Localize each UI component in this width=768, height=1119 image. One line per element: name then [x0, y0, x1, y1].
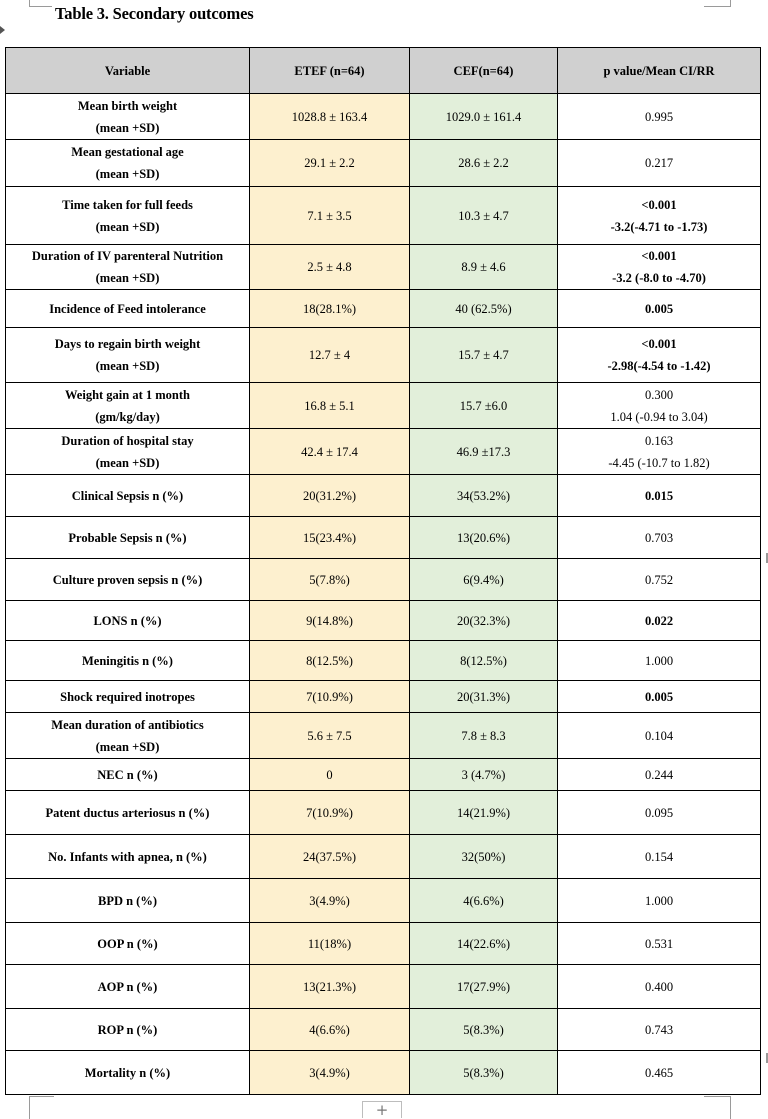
cef-cell: 8(12.5%)	[410, 641, 558, 681]
variable-cell	[6, 429, 250, 475]
p-value-cell	[558, 290, 761, 328]
cef-cell: 20(31.3%)	[410, 681, 558, 713]
variable-line: Mean duration of antibiotics	[51, 717, 204, 732]
p-value-line: <0.001	[641, 337, 677, 351]
p-value-cell	[558, 517, 761, 559]
etef-cell: 5(7.8%)	[250, 559, 410, 601]
table-row	[6, 965, 761, 1009]
variable-cell	[6, 383, 250, 429]
p-value-cell	[558, 559, 761, 601]
variable-line: Time taken for full feeds	[62, 197, 193, 212]
p-value-line: 0.095	[644, 805, 674, 820]
variable-cell	[6, 759, 250, 791]
p-value-cell	[558, 328, 761, 383]
etef-cell: 2.5 ± 4.8	[250, 245, 410, 290]
etef-cell: 0	[250, 759, 410, 791]
table-title: Table 3. Secondary outcomes	[55, 4, 254, 23]
variable-line: Culture proven sepsis n (%)	[52, 572, 203, 587]
p-value-cell	[558, 759, 761, 791]
table-row	[6, 601, 761, 641]
header-p-value: p value/Mean CI/RR	[558, 48, 761, 94]
variable-line: Mean gestational age	[71, 145, 184, 159]
p-value-cell	[558, 835, 761, 879]
variable-cell	[6, 328, 250, 383]
variable-line: (mean +SD)	[95, 120, 160, 135]
variable-line: Patent ductus arteriosus n (%)	[45, 805, 210, 820]
etef-cell: 3(4.9%)	[250, 1051, 410, 1095]
variable-cell	[6, 559, 250, 601]
table-row	[6, 759, 761, 791]
variable-line: (mean +SD)	[95, 739, 160, 754]
variable-line: Days to regain birth weight	[54, 337, 201, 351]
cef-cell: 5(8.3%)	[410, 1009, 558, 1051]
variable-line: Duration of IV parenteral Nutrition	[31, 249, 224, 263]
p-value-line: 0.300	[644, 387, 674, 402]
variable-cell	[6, 517, 250, 559]
variable-line: AOP n (%)	[97, 979, 158, 994]
p-value-cell	[558, 923, 761, 965]
p-value-cell	[558, 879, 761, 923]
p-value-cell	[558, 601, 761, 641]
etef-cell: 7.1 ± 3.5	[250, 187, 410, 245]
p-value-cell	[558, 1009, 761, 1051]
page-corner-mark-bottom-left	[29, 1096, 54, 1119]
variable-cell	[6, 681, 250, 713]
etef-cell: 7(10.9%)	[250, 791, 410, 835]
cef-cell: 10.3 ± 4.7	[410, 187, 558, 245]
variable-cell	[6, 713, 250, 759]
variable-line: Mortality n (%)	[84, 1065, 171, 1080]
p-value-line: <0.001	[641, 249, 677, 263]
p-value-line: 1.000	[644, 653, 674, 668]
cef-cell: 1029.0 ± 161.4	[410, 94, 558, 140]
p-value-line: 0.465	[644, 1065, 674, 1080]
etef-cell: 3(4.9%)	[250, 879, 410, 923]
variable-cell	[6, 140, 250, 187]
cef-cell: 40 (62.5%)	[410, 290, 558, 328]
variable-line: NEC n (%)	[97, 767, 158, 782]
p-value-line: 0.005	[644, 301, 674, 316]
variable-cell	[6, 601, 250, 641]
table-body	[6, 94, 761, 1095]
variable-line: No. Infants with apnea, n (%)	[48, 849, 207, 864]
etef-cell: 42.4 ± 17.4	[250, 429, 410, 475]
variable-line: (mean +SD)	[95, 455, 160, 470]
etef-cell: 1028.8 ± 163.4	[250, 94, 410, 140]
p-value-cell	[558, 383, 761, 429]
p-value-line: 0.104	[644, 728, 674, 743]
p-value-line: 0.217	[644, 156, 674, 170]
cef-cell: 20(32.3%)	[410, 601, 558, 641]
table-row	[6, 681, 761, 713]
variable-line: ROP n (%)	[97, 1022, 158, 1037]
p-value-cell	[558, 1051, 761, 1095]
p-value-cell	[558, 475, 761, 517]
page-corner-mark-top-right	[704, 0, 731, 7]
etef-cell: 29.1 ± 2.2	[250, 140, 410, 187]
variable-line: BPD n (%)	[97, 893, 158, 908]
cef-cell: 8.9 ± 4.6	[410, 245, 558, 290]
variable-cell	[6, 94, 250, 140]
variable-line: (mean +SD)	[95, 359, 160, 373]
table-row	[6, 1051, 761, 1095]
table-row	[6, 641, 761, 681]
p-value-line: 0.244	[644, 767, 674, 782]
variable-line: (mean +SD)	[95, 271, 160, 285]
table-row	[6, 835, 761, 879]
variable-line: LONS n (%)	[93, 613, 162, 628]
variable-line: Weight gain at 1 month	[64, 387, 190, 402]
p-value-cell	[558, 245, 761, 290]
table-row	[6, 429, 761, 475]
table-row	[6, 475, 761, 517]
etef-cell: 11(18%)	[250, 923, 410, 965]
table-row	[6, 517, 761, 559]
cef-cell: 15.7 ± 4.7	[410, 328, 558, 383]
p-value-line: -3.2(-4.71 to -1.73)	[610, 219, 708, 234]
p-value-line: 0.531	[644, 936, 674, 951]
variable-cell	[6, 1009, 250, 1051]
page-corner-mark-bottom-right	[704, 1096, 731, 1119]
p-value-line: 0.703	[644, 530, 674, 545]
cef-cell: 46.9 ±17.3	[410, 429, 558, 475]
p-value-line: 0.154	[644, 849, 674, 864]
variable-line: Mean birth weight	[77, 98, 178, 113]
p-value-line: -3.2 (-8.0 to -4.70)	[612, 271, 706, 285]
table-row	[6, 559, 761, 601]
p-value-line: 0.743	[644, 1022, 674, 1037]
variable-line: Probable Sepsis n (%)	[68, 530, 187, 545]
p-value-cell	[558, 94, 761, 140]
variable-line: Incidence of Feed intolerance	[49, 301, 206, 316]
etef-cell: 4(6.6%)	[250, 1009, 410, 1051]
cef-cell: 28.6 ± 2.2	[410, 140, 558, 187]
variable-cell	[6, 923, 250, 965]
cef-cell: 17(27.9%)	[410, 965, 558, 1009]
table-move-handle-icon[interactable]	[0, 26, 5, 34]
variable-line: Clinical Sepsis n (%)	[71, 488, 184, 503]
page-corner-mark-top-left	[29, 0, 52, 7]
table-row	[6, 328, 761, 383]
etef-cell: 18(28.1%)	[250, 290, 410, 328]
p-value-cell	[558, 429, 761, 475]
etef-cell: 8(12.5%)	[250, 641, 410, 681]
table-row	[6, 383, 761, 429]
p-value-line: 0.022	[644, 613, 674, 628]
cef-cell: 32(50%)	[410, 835, 558, 879]
cef-cell: 34(53.2%)	[410, 475, 558, 517]
variable-cell	[6, 879, 250, 923]
etef-cell: 13(21.3%)	[250, 965, 410, 1009]
variable-cell	[6, 245, 250, 290]
secondary-outcomes-table	[5, 47, 761, 1095]
etef-cell: 5.6 ± 7.5	[250, 713, 410, 759]
variable-line: (mean +SD)	[95, 167, 160, 181]
p-value-line: -2.98(-4.54 to -1.42)	[607, 359, 711, 373]
cef-cell: 14(22.6%)	[410, 923, 558, 965]
variable-line: Duration of hospital stay	[61, 433, 194, 448]
variable-cell	[6, 641, 250, 681]
etef-cell: 20(31.2%)	[250, 475, 410, 517]
variable-line: Shock required inotropes	[60, 689, 195, 704]
cef-cell: 7.8 ± 8.3	[410, 713, 558, 759]
cef-cell: 15.7 ±6.0	[410, 383, 558, 429]
p-value-cell	[558, 187, 761, 245]
p-value-cell	[558, 641, 761, 681]
cef-cell: 6(9.4%)	[410, 559, 558, 601]
variable-cell	[6, 187, 250, 245]
p-value-line: 0.015	[644, 488, 674, 503]
variable-line: OOP n (%)	[97, 936, 158, 951]
table-row	[6, 140, 761, 187]
p-value-line: 0.400	[644, 979, 674, 994]
etef-cell: 15(23.4%)	[250, 517, 410, 559]
cef-cell: 4(6.6%)	[410, 879, 558, 923]
variable-cell	[6, 290, 250, 328]
p-value-line: -4.45 (-10.7 to 1.82)	[608, 455, 710, 470]
variable-line: (mean +SD)	[95, 219, 160, 234]
table-row	[6, 245, 761, 290]
variable-cell	[6, 965, 250, 1009]
p-value-cell	[558, 965, 761, 1009]
table-row	[6, 791, 761, 835]
etef-cell: 7(10.9%)	[250, 681, 410, 713]
p-value-line: 0.163	[644, 433, 674, 448]
etef-cell: 24(37.5%)	[250, 835, 410, 879]
header-variable: Variable	[6, 48, 250, 94]
header-etef: ETEF (n=64)	[250, 48, 410, 94]
cef-cell: 5(8.3%)	[410, 1051, 558, 1095]
p-value-line: 1.04 (-0.94 to 3.04)	[610, 409, 708, 424]
cef-cell: 3 (4.7%)	[410, 759, 558, 791]
variable-cell	[6, 835, 250, 879]
add-row-button[interactable]: +	[362, 1101, 402, 1118]
etef-cell: 16.8 ± 5.1	[250, 383, 410, 429]
table-header-row	[6, 48, 761, 94]
p-value-line: 1.000	[644, 893, 674, 908]
table-row	[6, 1009, 761, 1051]
cef-cell: 14(21.9%)	[410, 791, 558, 835]
p-value-line: <0.001	[641, 197, 677, 212]
p-value-cell	[558, 681, 761, 713]
p-value-cell	[558, 140, 761, 187]
p-value-line: 0.995	[644, 109, 674, 124]
etef-cell: 9(14.8%)	[250, 601, 410, 641]
variable-cell	[6, 1051, 250, 1095]
header-cef: CEF(n=64)	[410, 48, 558, 94]
p-value-cell	[558, 713, 761, 759]
table-row	[6, 923, 761, 965]
etef-cell: 12.7 ± 4	[250, 328, 410, 383]
variable-cell	[6, 791, 250, 835]
variable-line: (gm/kg/day)	[95, 409, 160, 424]
table-row	[6, 187, 761, 245]
table-row	[6, 94, 761, 140]
p-value-cell	[558, 791, 761, 835]
table-row	[6, 879, 761, 923]
variable-line: Meningitis n (%)	[82, 653, 173, 668]
p-value-line: 0.752	[644, 572, 674, 587]
variable-cell	[6, 475, 250, 517]
table-row	[6, 713, 761, 759]
p-value-line: 0.005	[644, 689, 674, 704]
table-row	[6, 290, 761, 328]
cef-cell: 13(20.6%)	[410, 517, 558, 559]
